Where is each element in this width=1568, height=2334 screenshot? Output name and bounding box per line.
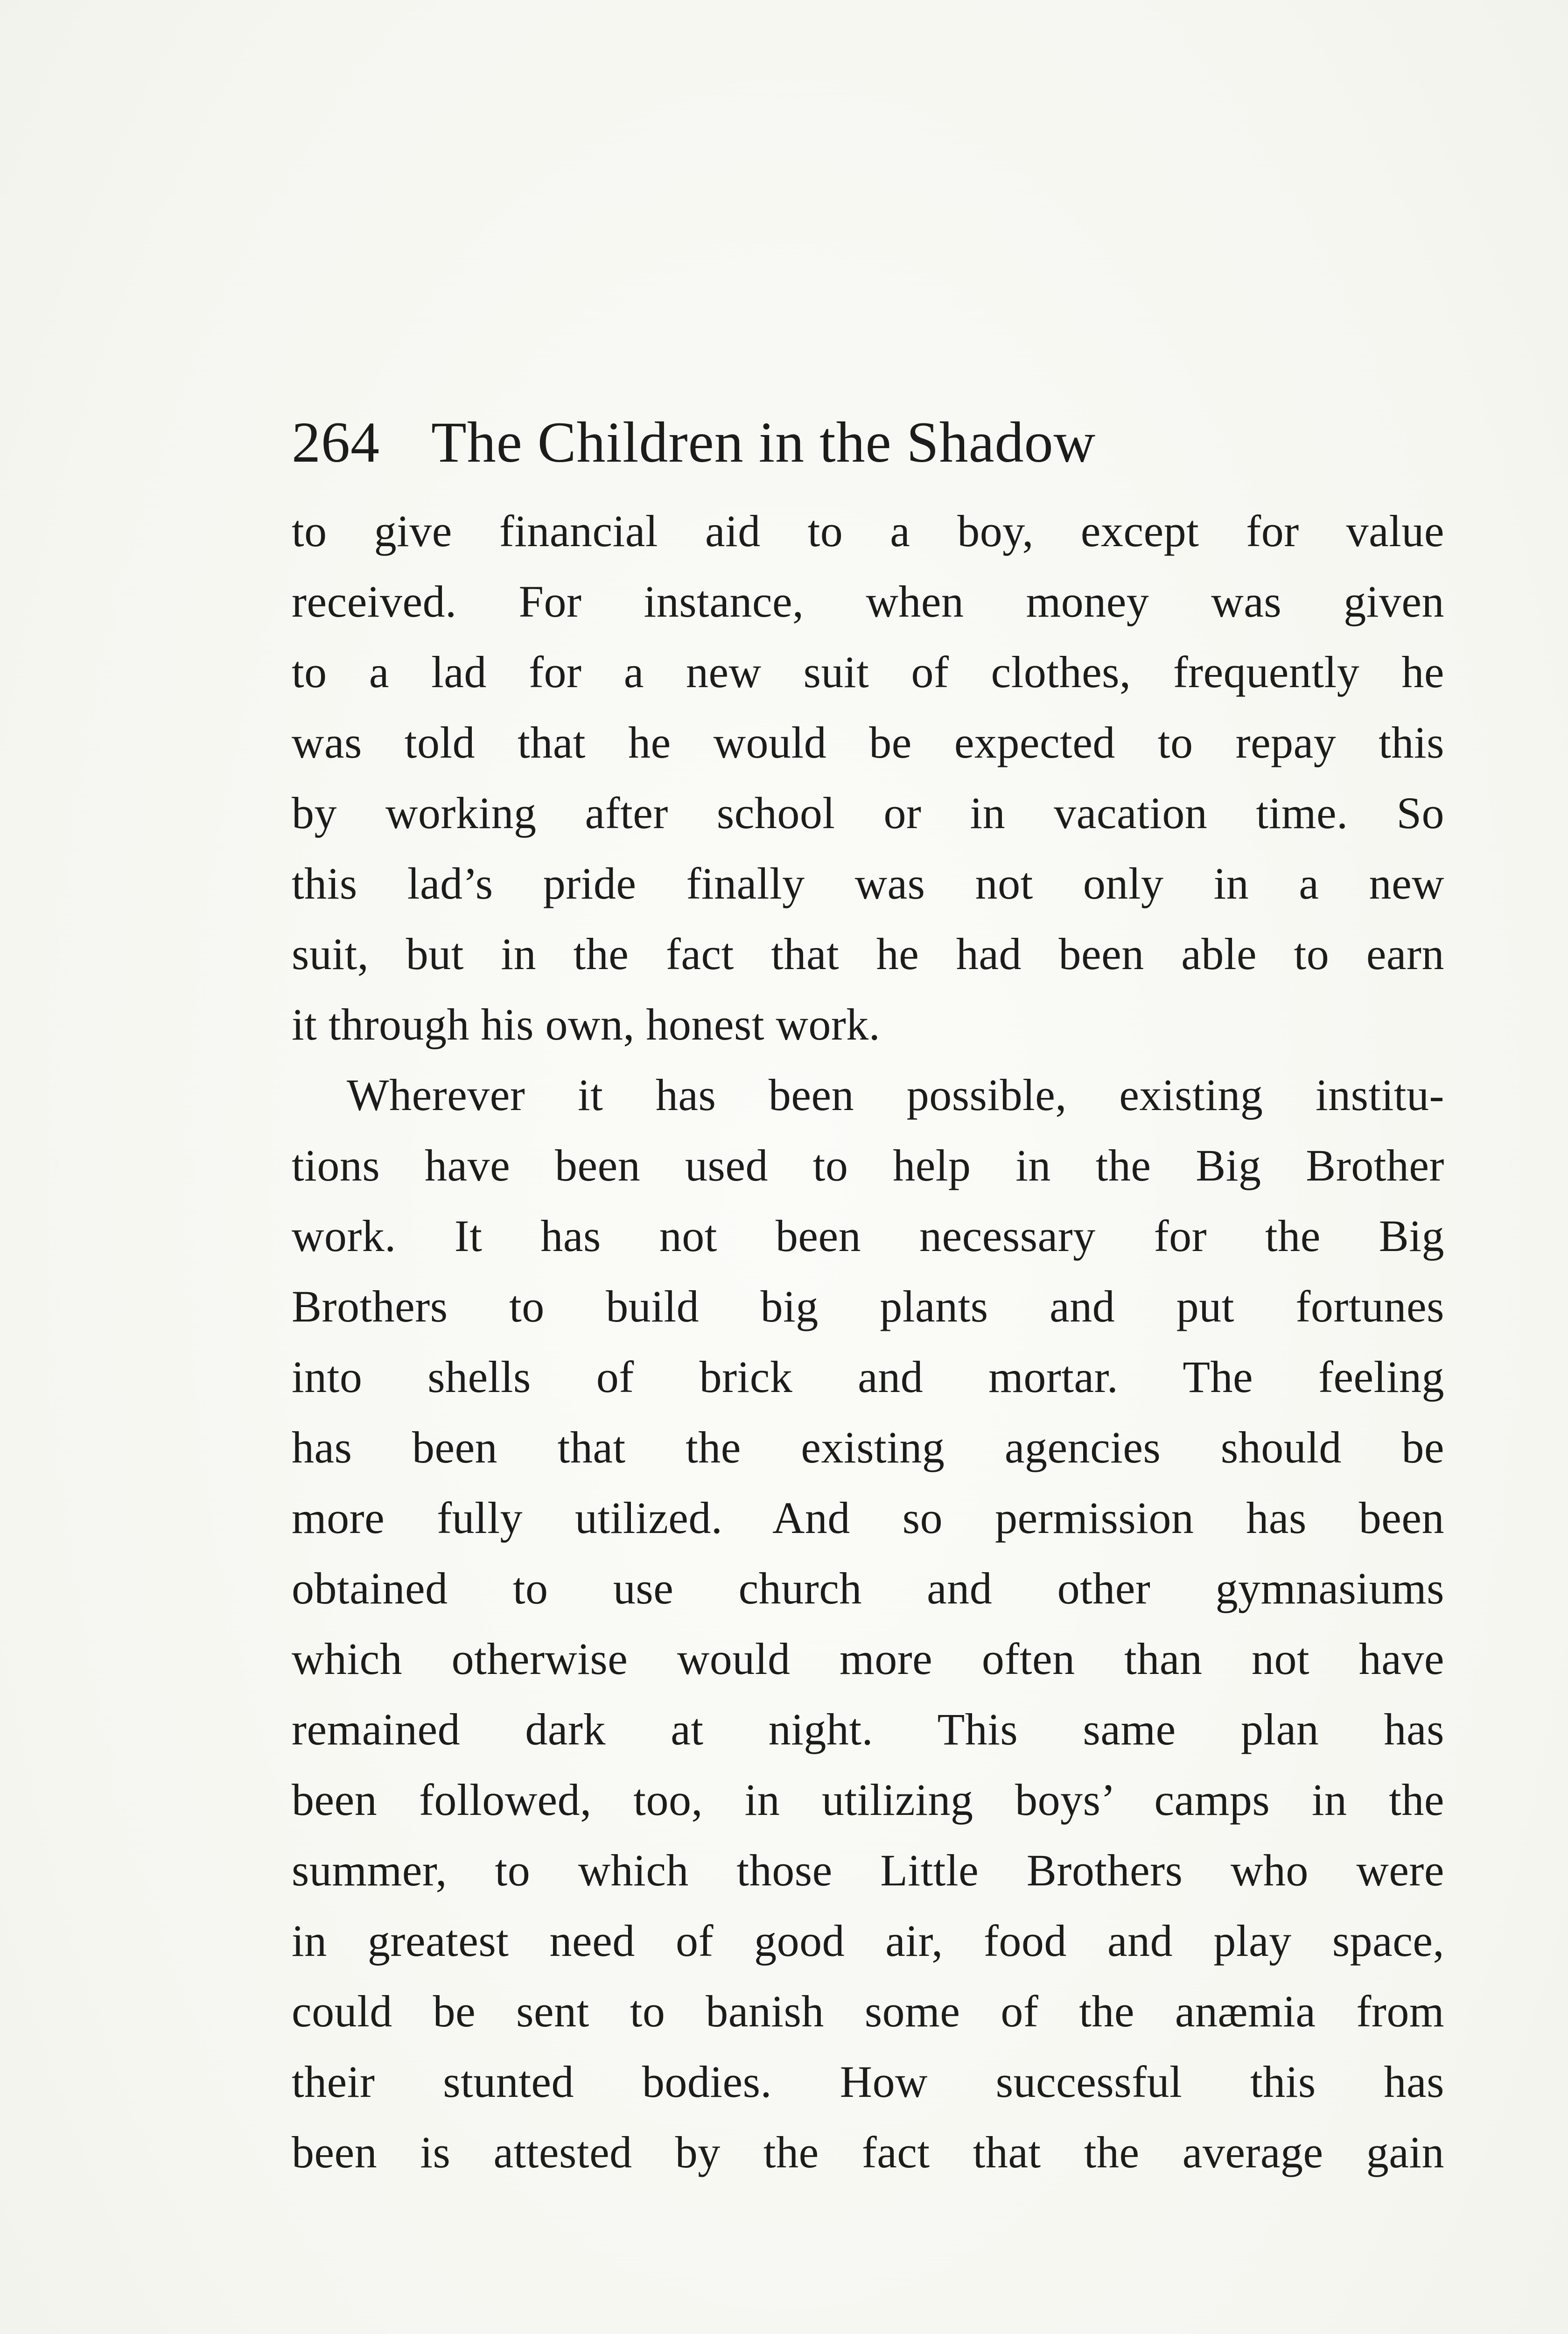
page-number: 264 [292, 410, 380, 474]
text-line: was told that he would be expected to repay this [292, 717, 1444, 767]
text-line: to a lad for a new suit of clothes, frequently he [292, 647, 1444, 697]
text-line: work. It has not been necessary for the Big [292, 1211, 1444, 1261]
text-line: it through his own, honest work. [292, 999, 881, 1049]
running-title: The Children in the Shadow [431, 410, 1096, 474]
text-line: their stunted bodies. How successful this has [292, 2057, 1444, 2107]
running-head [292, 392, 1440, 474]
text-line: suit, but in the fact that he had been able to earn [292, 929, 1444, 979]
text-line: more fully utilized. And so permission has been [292, 1493, 1444, 1543]
text-line: has been that the existing agencies should be [292, 1422, 1444, 1472]
text-line: by working after school or in vacation time. So [292, 788, 1444, 838]
body-text [292, 496, 1444, 2187]
text-line: Brothers to build big plants and put fortunes [292, 1281, 1444, 1331]
text-line: received. For instance, when money was given [292, 576, 1444, 626]
text-line: to give financial aid to a boy, except for value [292, 506, 1444, 556]
text-line: in greatest need of good air, food and play space, [292, 1916, 1444, 1966]
text-line: which otherwise would more often than not have [292, 1634, 1444, 1684]
text-line: tions have been used to help in the Big Brother [292, 1140, 1444, 1190]
text-line: obtained to use church and other gymnasiums [292, 1563, 1444, 1613]
text-line: been is attested by the fact that the average gain [292, 2127, 1444, 2177]
text-line: been followed, too, in utilizing boys’ camps in the [292, 1775, 1444, 1825]
text-line: remained dark at night. This same plan has [292, 1704, 1444, 1754]
text-line: could be sent to banish some of the anæmia from [292, 1986, 1444, 2036]
text-line: into shells of brick and mortar. The feeling [292, 1352, 1444, 1402]
text-line: this lad’s pride finally was not only in a new [292, 858, 1444, 908]
paragraph-start-line: Wherever it has been possible, existing institu- [347, 1070, 1444, 1120]
text-line: summer, to which those Little Brothers who were [292, 1845, 1444, 1895]
